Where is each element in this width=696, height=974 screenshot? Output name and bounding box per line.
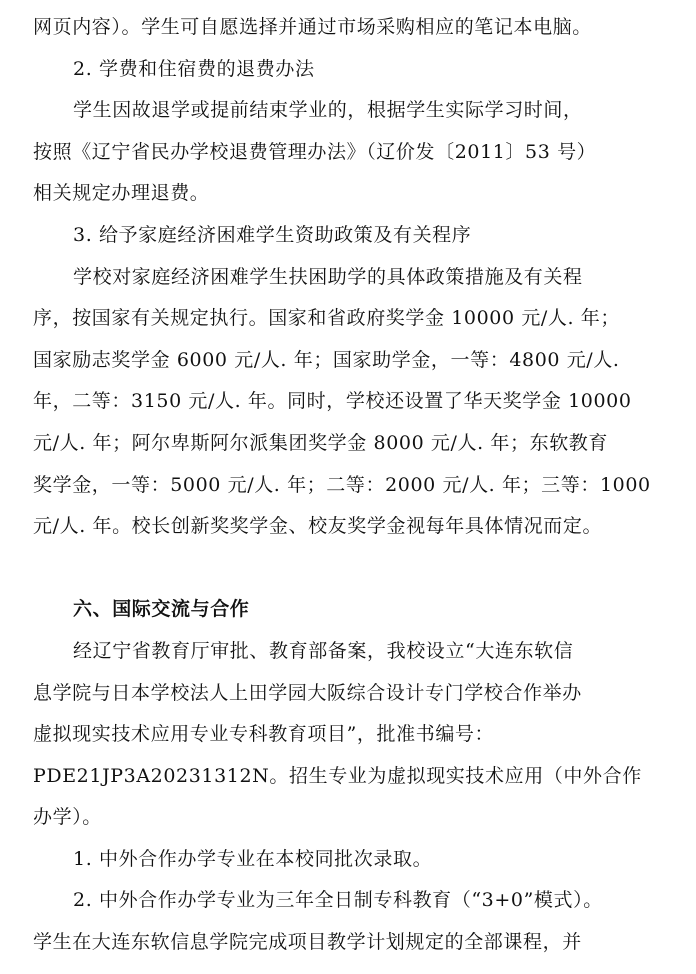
text-line: 办学）。 (33, 806, 102, 829)
section-spacer (33, 548, 633, 590)
text-line: 网页内容）。学生可自愿选择并通过市场采购相应的笔记本电脑。 (33, 16, 592, 38)
text-line: 序，按国家有关规定执行。国家和省政府奖学金 10000 元/人. 年； (33, 307, 621, 330)
text-line: 经辽宁省教育厅审批、教育部备案，我校设立“大连东软信 (73, 639, 574, 662)
text-line: PDE21JP3A20231312N。招生专业为虚拟现实技术应用（中外合作 (33, 764, 642, 787)
subsection-title: 3. 给予家庭经济困难学生资助政策及有关程序 (73, 223, 472, 246)
text-line: 学生因故退学或提前结束学业的，根据学生实际学习时间， (73, 99, 583, 122)
section-heading: 六、国际交流与合作 (73, 598, 250, 621)
text-line: 国家励志奖学金 6000 元/人. 年；国家助学金，一等：4800 元/人. (33, 348, 620, 371)
document-page (33, 7, 651, 964)
text-line: 元/人. 年。校长创新奖奖学金、校友奖学金视每年具体情况而定。 (33, 515, 603, 538)
text-line: 按照《辽宁省民办学校退费管理办法》（辽价发〔2011〕53 号） (33, 140, 597, 163)
text-line: 学校对家庭经济困难学生扶困助学的具体政策措施及有关程 (73, 265, 583, 288)
text-line: 年，二等：3150 元/人. 年。同时，学校还设置了华天奖学金 10000 (33, 390, 632, 413)
text-line: 虚拟现实技术应用专业专科教育项目”，批准书编号： (33, 723, 495, 746)
text-line: 相关规定办理退费。 (33, 182, 210, 205)
subsection-title: 2. 学费和住宿费的退费办法 (73, 57, 315, 80)
text-line: 息学院与日本学校法人上田学园大阪综合设计专门学校合作举办 (33, 681, 582, 704)
text-line: 学生在大连东软信息学院完成项目教学计划规定的全部课程，并 (33, 931, 582, 954)
list-item: 1. 中外合作办学专业在本校同批次录取。 (73, 847, 433, 870)
list-item: 2. 中外合作办学专业为三年全日制专科教育（“3+0”模式）。 (73, 889, 603, 912)
text-line: 奖学金，一等：5000 元/人. 年；二等：2000 元/人. 年；三等：1000 (33, 473, 651, 496)
text-line: 元/人. 年；阿尔卑斯阿尔派集团奖学金 8000 元/人. 年；东软教育 (33, 431, 608, 454)
